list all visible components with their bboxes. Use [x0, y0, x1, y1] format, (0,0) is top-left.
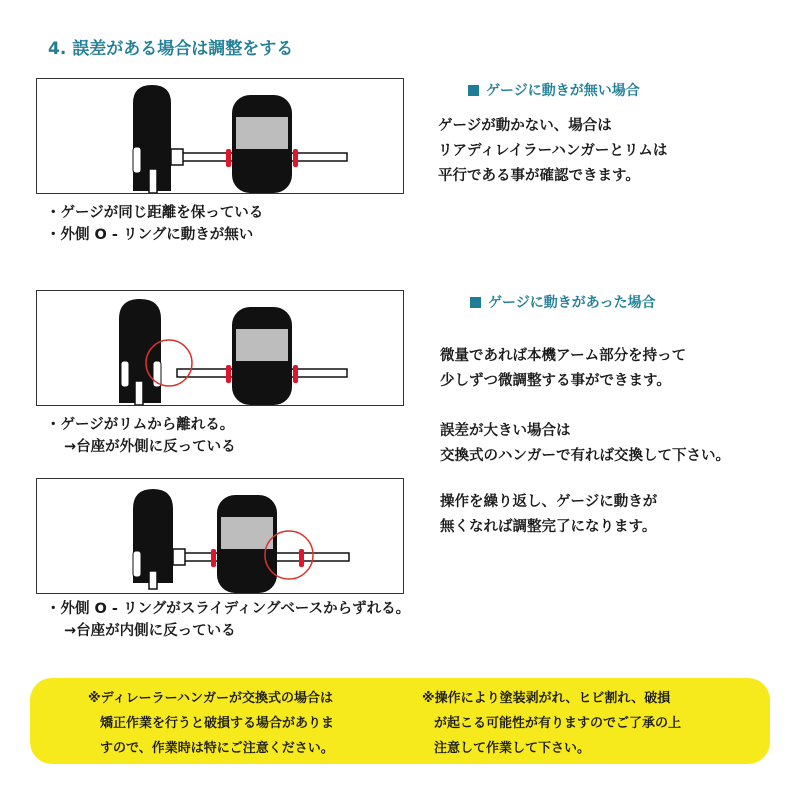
o-ring-right	[293, 365, 298, 383]
bullet-list-1	[46, 202, 263, 246]
o-ring-right	[293, 149, 298, 167]
gauge-pad	[133, 147, 141, 173]
square-bullet-icon	[468, 85, 479, 96]
rim-window	[221, 517, 273, 549]
bullet-item: ・外側 O - リングがスライディングベースからずれる。	[46, 601, 411, 617]
gauge-illustration	[37, 479, 403, 593]
heading-with-movement: ゲージに動きがあった場合	[470, 292, 656, 312]
bullet-item: ・ゲージが同じ距離を保っている	[46, 205, 264, 221]
bullet-item: ・ゲージがリムから離れる。	[46, 417, 235, 433]
bullet-list-2	[46, 414, 236, 458]
diagram-gauge-leaves-rim	[36, 290, 404, 406]
gauge-illustration	[37, 291, 403, 405]
paragraph-no-movement: ゲージが動かない、場合は リアディレイラーハンガーとリムは 平行である事が確認できます。	[438, 118, 668, 184]
paragraph-large-error: 誤差が大きい場合は 交換式のハンガーで有れば交換して下さい。	[440, 423, 730, 464]
gauge-connector	[171, 149, 183, 165]
o-ring-left	[211, 549, 216, 567]
hanger-stem	[135, 381, 143, 405]
gauge-pad-left	[121, 361, 129, 387]
hanger-stem	[149, 571, 157, 589]
page-title: 4. 誤差がある場合は調整をする	[48, 39, 294, 59]
bullet-item: →台座が内側に反っている	[64, 623, 236, 639]
diagram-no-movement	[36, 78, 404, 194]
caution-right: ※操作により塗装剥がれ、ヒビ割れ、破損 が起こる可能性が有りますのでご了承の上 注意して作業して下さい。	[422, 691, 682, 756]
o-ring-right	[299, 549, 304, 567]
o-ring-left	[226, 365, 231, 383]
gauge-pad	[133, 551, 141, 577]
rim-window	[236, 329, 288, 361]
square-bullet-icon	[470, 297, 481, 308]
hanger-stem	[149, 169, 157, 193]
o-ring-left	[226, 149, 231, 167]
caution-banner	[30, 678, 770, 764]
rim-window	[236, 117, 288, 149]
bullet-item: ・外側 O - リングに動きが無い	[46, 227, 254, 243]
caution-left: ※ディレーラーハンガーが交換式の場合は 矯正作業を行うと破損する場合がありま すので、作業時は特にご注意ください。	[88, 691, 335, 756]
gauge-connector	[173, 549, 185, 565]
bullet-list-3	[46, 598, 410, 642]
bullet-item: →台座が外側に反っている	[64, 439, 236, 455]
paragraph-repeat: 操作を繰り返し、ゲージに動きが 無くなれば調整完了になります。	[440, 494, 658, 535]
paragraph-fine-adjust: 微量であれば本機アーム部分を持って 少しずつ微調整する事ができます。	[440, 348, 687, 389]
heading-no-movement: ゲージに動きが無い場合	[468, 80, 640, 100]
diagram-oring-shift	[36, 478, 404, 594]
gauge-illustration	[37, 79, 403, 193]
